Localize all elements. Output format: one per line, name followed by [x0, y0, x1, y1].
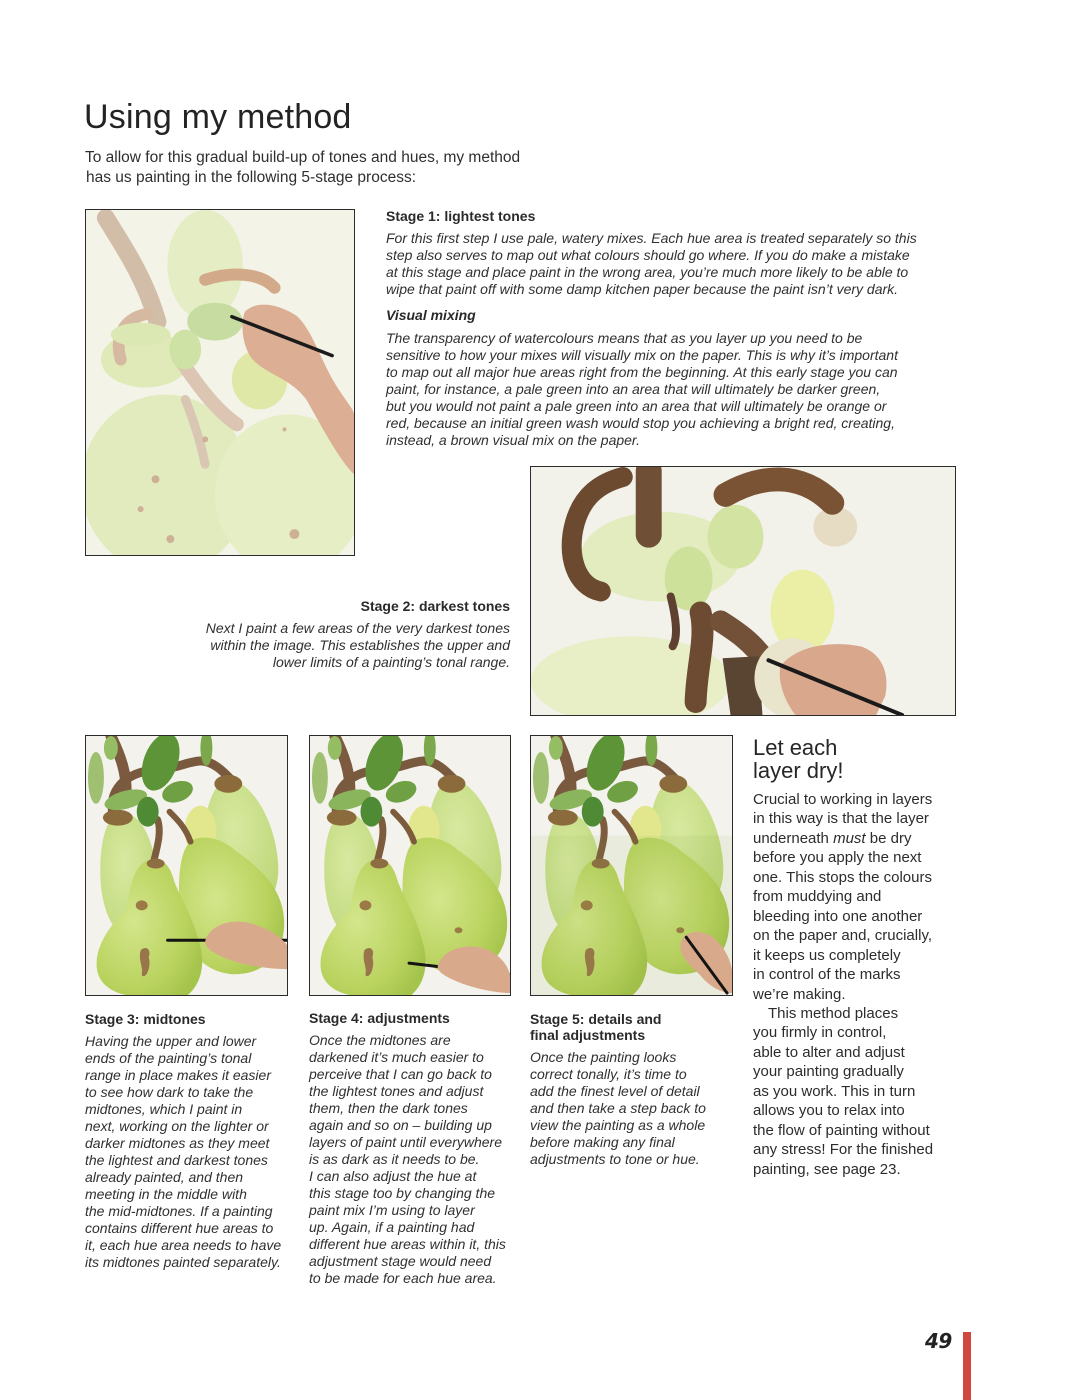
text-line: its midtones painted separately.: [85, 1254, 281, 1270]
text-line: before making any final: [530, 1134, 675, 1150]
text-line: from muddying and: [753, 888, 882, 906]
text-line: midtones, which I paint in: [85, 1101, 243, 1117]
text-line: this stage too by changing the: [309, 1185, 496, 1201]
text-line: darker midtones as they meet: [85, 1135, 270, 1151]
text-line: final adjustments: [530, 1027, 646, 1043]
text-line: and then take a step back to: [530, 1100, 706, 1116]
stage-2-photo: [530, 466, 956, 716]
text-line: red, because an initial green wash would stop you achieving a bright red, creating,: [386, 415, 895, 431]
text-line: meeting in the middle with: [85, 1186, 247, 1202]
text-line: painting, see page 23.: [753, 1160, 901, 1178]
stage-1-heading: [386, 208, 917, 225]
stage-3-heading: [85, 1011, 281, 1028]
sidebar-paragraph: [753, 1004, 933, 1179]
text-segment: be dry: [865, 829, 912, 847]
text-line: Let each: [753, 735, 838, 760]
text-line: Stage 4: adjustments: [309, 1010, 450, 1026]
text-line: but you would not paint a pale green into an area that will ultimately be orange or: [386, 398, 887, 414]
branch: [696, 612, 703, 702]
visual-mixing-section: [386, 307, 898, 449]
leaf: [169, 330, 201, 370]
text-line: Stage 1: lightest tones: [386, 208, 536, 224]
text-line: bleeding into one another: [753, 907, 923, 925]
paint-wash: [167, 210, 242, 320]
text-line: Stage 3: midtones: [85, 1011, 206, 1027]
text-segment: underneath: [753, 829, 834, 847]
text-line: you firmly in control,: [753, 1024, 887, 1042]
text-line: For this first step I use pale, watery mixes. Each hue area is treated separately so this: [386, 230, 917, 246]
painting-detail: [138, 506, 144, 512]
text-line: already painted, and then: [85, 1169, 244, 1185]
text-line: perceive that I can go back to: [309, 1066, 492, 1082]
stage-4-description: [309, 1032, 506, 1287]
text-line: sensitive to how your mixes will visually mix on the paper. This is why it’s important: [386, 347, 898, 363]
stage-2-painting: [531, 467, 955, 715]
text-line: Stage 2: darkest tones: [360, 598, 510, 614]
text-line: Stage 5: details and: [530, 1011, 662, 1027]
stage-3-section: [85, 1011, 281, 1271]
text-line: next, working on the lighter or: [85, 1118, 269, 1134]
text-line: before you apply the next: [753, 849, 922, 867]
text-line: the lightest and darkest tones: [85, 1152, 268, 1168]
stage-4-painting: [310, 736, 510, 995]
stage-1-section: [386, 208, 917, 298]
stage-1-description: [386, 230, 917, 298]
intro-paragraph: [85, 148, 520, 188]
text-line: Having the upper and lower: [85, 1033, 257, 1049]
text-line: has us painting in the following 5-stage process:: [86, 169, 417, 186]
text-line: any stress! For the finished: [753, 1141, 934, 1159]
text-line: step also serves to map out what colours should go where. If you do make a mistake: [386, 247, 910, 263]
painting-detail: [166, 535, 174, 543]
text-line: The transparency of watercolours means that as you layer up you need to be: [386, 330, 863, 346]
stage-3-painting: [86, 736, 287, 995]
text-line: paint mix I’m using to layer: [309, 1202, 475, 1218]
text-line: to see how dark to take the: [85, 1084, 254, 1100]
stage-5-heading: [530, 1011, 706, 1043]
text-line: view the painting as a whole: [530, 1117, 706, 1133]
text-line: contains different hue areas to: [85, 1220, 274, 1236]
page-number: 49: [925, 1329, 952, 1353]
text-line: lower limits of a painting’s tonal range.: [272, 654, 510, 670]
painting-detail: [152, 475, 160, 483]
text-line: in control of the marks: [753, 966, 901, 984]
text-line: layer dry!: [753, 758, 844, 783]
text-line: up. Again, if a painting had: [309, 1219, 475, 1235]
hand: [780, 644, 887, 715]
text-line: on the paper and, crucially,: [753, 927, 932, 945]
text-line: the mid-midtones. If a painting: [85, 1203, 273, 1219]
text-line: Once the midtones are: [309, 1032, 451, 1048]
leaf: [708, 505, 764, 569]
stage-5-description: [530, 1049, 706, 1168]
sidebar-body: [753, 790, 933, 1179]
text-line: correct tonally, it’s time to: [530, 1066, 687, 1082]
text-line: allows you to relax into: [753, 1102, 905, 1120]
text-line: as you work. This in turn: [753, 1082, 916, 1100]
text-line: I can also adjust the hue at: [309, 1168, 477, 1184]
text-line: able to alter and adjust: [753, 1043, 905, 1061]
page-title: Using my method: [84, 98, 352, 136]
text-line: is as dark as it needs to be.: [309, 1151, 480, 1167]
text-line: Crucial to working in layers: [753, 791, 933, 808]
text-line: instead, a brown visual mix on the paper.: [386, 432, 640, 448]
text-line: the flow of painting without: [753, 1121, 930, 1139]
text-line: add the finest level of detail: [530, 1083, 700, 1099]
stage-5-section: [530, 1011, 706, 1168]
stage-2-heading: [160, 598, 510, 615]
painting-detail: [289, 529, 299, 539]
stage-1-photo: [85, 209, 355, 556]
stage-5-photo: [530, 735, 733, 996]
text-line: ends of the painting’s tonal: [85, 1050, 252, 1066]
stage-3-photo: [85, 735, 288, 996]
text-line: layers of paint until everywhere: [309, 1134, 502, 1150]
text-line: to map out all major hue areas right from the beginning. At this early stage you can: [386, 364, 898, 380]
text-line: [753, 829, 933, 848]
text-line: at this stage and place paint in the wrong area, you’re much more likely to be able to: [386, 264, 909, 280]
text-line: adjustments to tone or hue.: [530, 1151, 700, 1167]
text-line: adjustment stage would need: [309, 1253, 492, 1269]
text-line: we’re making.: [753, 985, 846, 1003]
text-line: them, then the dark tones: [309, 1100, 468, 1116]
text-line: your painting gradually: [753, 1063, 904, 1081]
visual-mixing-heading: Visual mixing: [386, 307, 476, 323]
leaf: [111, 323, 171, 347]
text-line: This method places: [768, 1004, 899, 1022]
text-line: it keeps us completely: [753, 946, 901, 964]
stage-4-photo: [309, 735, 511, 996]
text-line: in this way is that the layer: [753, 810, 929, 828]
text-line: To allow for this gradual build-up of tones and hues, my method: [85, 149, 521, 166]
page-edge-bar: [963, 1332, 971, 1400]
stage-2-section: [160, 598, 510, 671]
text-line: within the image. This establishes the upper and: [210, 637, 510, 653]
visual-mixing-description: [386, 330, 898, 449]
painting-detail: [283, 427, 287, 431]
text-line: again and so on – building up: [309, 1117, 492, 1133]
sidebar-paragraph: [753, 790, 933, 1004]
stage-4-heading: [309, 1010, 506, 1027]
text-line: it, each hue area needs to have: [85, 1237, 282, 1253]
text-line: one. This stops the colours: [753, 868, 932, 886]
text-line: the lightest tones and adjust: [309, 1083, 484, 1099]
text-line: wipe that paint off with some damp kitchen paper because the paint isn’t very dark.: [386, 281, 899, 297]
sidebar-heading: [753, 736, 843, 782]
emphasis-text: must: [833, 829, 866, 847]
text-line: Once the painting looks: [530, 1049, 677, 1065]
branch: [671, 596, 676, 646]
text-line: Next I paint a few areas of the very darkest tones: [205, 620, 510, 636]
stage-4-section: [309, 1010, 506, 1287]
text-line: to be made for each hue area.: [309, 1270, 497, 1286]
stage-5-painting: [531, 736, 732, 995]
text-line: darkened it’s much easier to: [309, 1049, 484, 1065]
painting-detail: [202, 436, 208, 442]
stage-2-description: [160, 620, 510, 671]
stage-1-painting: [86, 210, 354, 555]
text-line: range in place makes it easier: [85, 1067, 271, 1083]
text-line: paint, for instance, a pale green into an area that will ultimately be darker green,: [386, 381, 881, 397]
stage-3-description: [85, 1033, 281, 1271]
text-line: different hue areas within it, this: [309, 1236, 506, 1252]
